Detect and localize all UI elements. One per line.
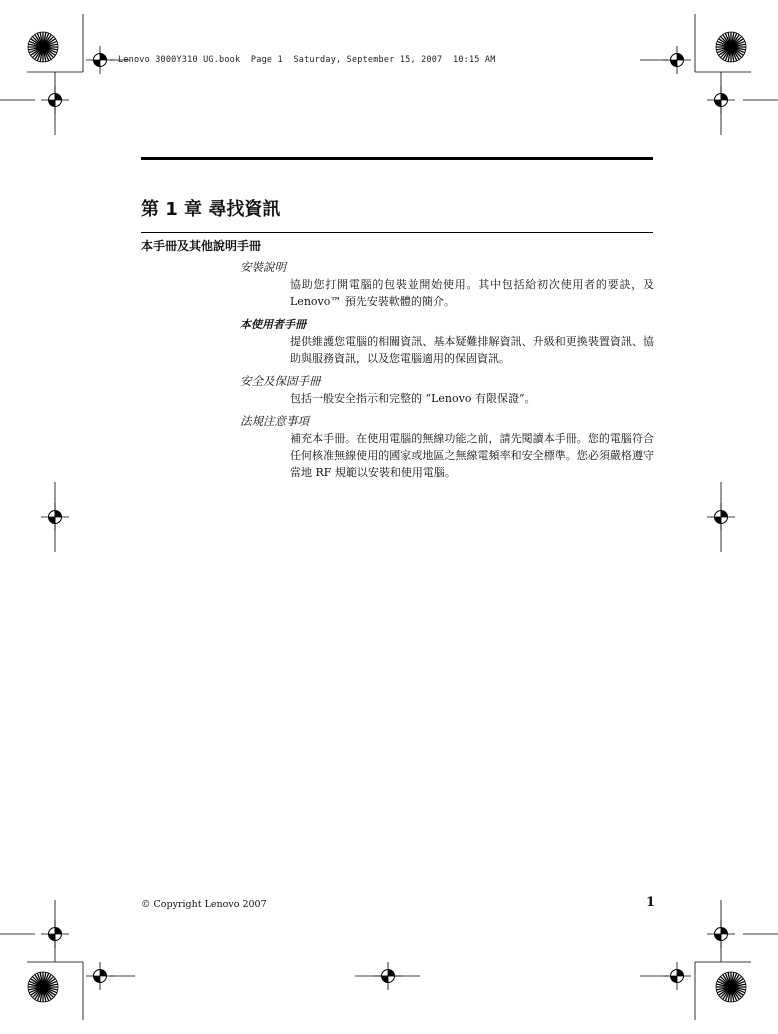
- entry-description: 協助您打開電腦的包裝並開始使用。其中包括給初次使用者的要訣，及 Lenovo™ 預先安裝軟體的簡介。: [290, 278, 654, 308]
- entry-description: 包括一般安全指示和完整的 “Lenovo 有限保證”。: [290, 392, 536, 405]
- section-heading: 本手冊及其他說明手冊: [141, 239, 262, 253]
- chapter-title: 第 1 章 尋找資訊: [141, 199, 281, 220]
- manual-entry-setup: [240, 259, 654, 310]
- manual-entry-user-guide: [240, 316, 654, 367]
- chapter-rule: [141, 157, 653, 160]
- manual-entry-safety-warranty: [240, 373, 654, 407]
- entry-description: 提供維護您電腦的相關資訊、基本疑難排解資訊、升級和更換裝置資訊、協助與服務資訊，以及您電腦適用的保固資訊。: [290, 335, 654, 365]
- entry-description: 補充本手冊。在使用電腦的無線功能之前，請先閱讀本手冊。您的電腦符合任何核准無線使用的國家或地區之無線電頻率和安全標準。您必須嚴格遵守當地 RF 規範以安裝和使用電腦。: [290, 432, 654, 479]
- entry-title: 法規注意事項: [240, 414, 309, 428]
- page-number: 1: [646, 895, 656, 910]
- manual-list: [240, 259, 654, 487]
- section-rule: [141, 232, 653, 233]
- copyright-notice: © Copyright Lenovo 2007: [141, 899, 267, 910]
- entry-title: 安裝說明: [240, 260, 286, 274]
- entry-title: 本使用者手冊: [240, 318, 306, 331]
- entry-title: 安全及保固手冊: [240, 374, 321, 388]
- manual-entry-regulatory: [240, 413, 654, 481]
- print-file-info: Lenovo 3000Y310 UG.book Page 1 Saturday, September 15, 2007 10:15 AM: [118, 55, 496, 65]
